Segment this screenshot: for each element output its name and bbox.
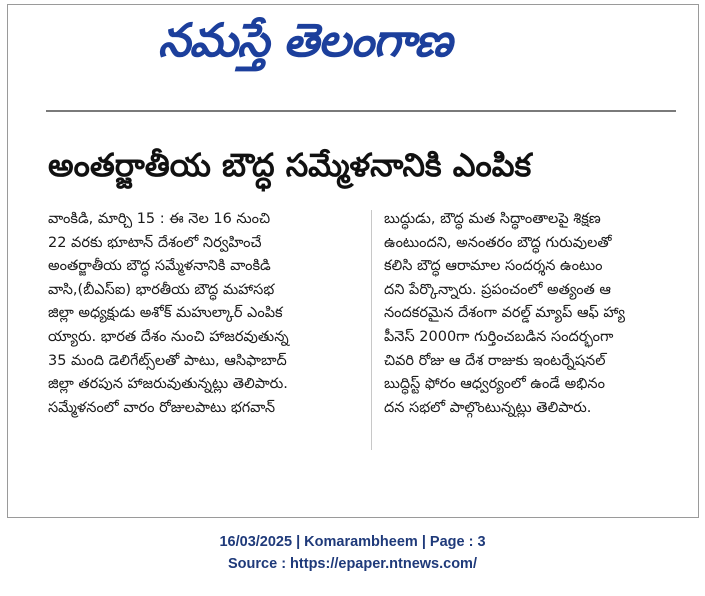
clipping-source: Source : https://epaper.ntnews.com/ <box>228 556 477 572</box>
article-line: వాసి,(బీఎస్ఐ) భారతీయ బౌద్ధ మహాసభ <box>48 281 275 298</box>
article-line: పీనెస్ 2000గా గుర్తించబడిన సందర్భంగా <box>384 328 614 345</box>
article-line: ఉంటుందని, అనంతరం బౌద్ధ గురువులతో <box>384 234 612 251</box>
article-line: జిల్లా తరపున హాజరువుతున్నట్లు తెలిపారు. <box>48 376 288 393</box>
article-line: బుద్ధిస్ట్ ఫోరం ఆధ్వర్యంలో ఉండే అభినం <box>384 376 605 393</box>
article-line: య్యారు. భారత దేశం నుంచి హాజరవుతున్న <box>48 328 289 345</box>
article-line: చివరి రోజు ఆ దేశ రాజుకు ఇంటర్నేషనల్ <box>384 352 606 369</box>
newspaper-masthead: నమస్తే తెలంగాణ <box>158 13 452 67</box>
clipping-meta: 16/03/2025 | Komarambheem | Page : 3 <box>219 534 486 550</box>
article-line: జిల్లా అధ్యక్షుడు అశోక్ మహుల్కార్ ఎంపిక <box>48 305 283 322</box>
article-headline: అంతర్జాతీయ బౌద్ధ సమ్మేళనానికి ఎంపిక <box>48 146 532 184</box>
column-divider <box>371 210 372 450</box>
article-line: కలిసి బౌద్ధ ఆరామాల సందర్శన ఉంటుం <box>384 258 603 275</box>
article-line: బుద్ధుడు, బౌద్ధ మత సిద్ధాంతాలపై శిక్షణ <box>384 211 601 227</box>
news-clipping <box>7 4 699 518</box>
article-line: వాంకిడి, మార్చి 15 : ఈ నెల 16 నుంచి <box>48 211 271 227</box>
article-line: సమ్మేళనంలో వారం రోజులపాటు భగవాన్ <box>48 399 276 416</box>
article-line: అంతర్జాతీయ బౌద్ధ సమ్మేళనానికి వాంకిడి <box>48 258 271 275</box>
article-line: 35 మంది డెలిగేట్స్‌లతో పాటు, ఆసిఫాబాద్ <box>48 352 287 369</box>
header-rule <box>46 110 676 112</box>
article-line: దన సభలో పాల్గొంటున్నట్లు తెలిపారు. <box>384 399 592 416</box>
article-column-left <box>48 208 366 420</box>
article-line: దని పేర్కొన్నారు. ప్రపంచంలో అత్యంత ఆ <box>384 281 612 298</box>
article-column-right <box>384 208 680 420</box>
article-line: 22 వరకు భూటాన్ దేశంలో నిర్వహించే <box>48 234 262 251</box>
article-line: నందకరమైన దేశంగా వరల్డ్ మ్యాప్ ఆఫ్ హ్యా <box>384 305 626 322</box>
